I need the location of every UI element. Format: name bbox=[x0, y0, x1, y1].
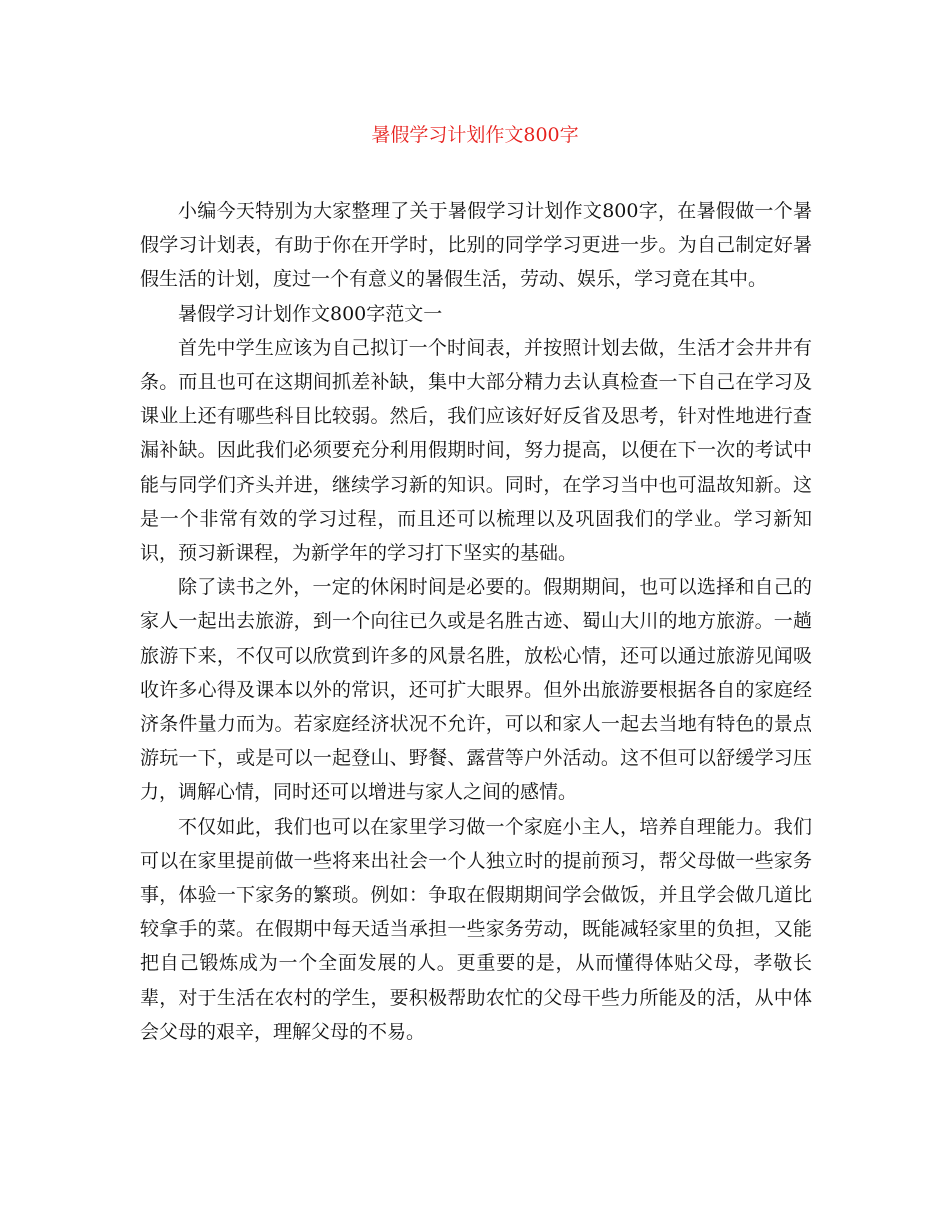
paragraph-housework: 不仅如此，我们也可以在家里学习做一个家庭小主人，培养自理能力。我们可以在家里提前做一些将来出社会一个人独立时的提前预习，帮父母做一些家务事，体验一下家务的繁琐。例如：争取在假期期间学会做饭，并且学会做几道比较拿手的菜。在假期中每天适当承担一些家务劳动，既能减轻家里的负担，又能把自己锻炼成为一个全面发展的人。更重要的是，从而懂得体贴父母，孝敬长辈，对于生活在农村的学生，要积极帮助农忙的父母干些力所能及的活，从中体会父母的艰辛，理解父母的不易。 bbox=[140, 815, 812, 1043]
document-body bbox=[140, 194, 812, 1049]
section-heading: 暑假学习计划作文800字范文一 bbox=[178, 302, 443, 325]
paragraph-intro: 小编今天特别为大家整理了关于暑假学习计划作文800字，在暑假做一个暑假学习计划表，有助于你在开学时，比别的同学学习更进一步。为自己制定好暑假生活的计划，度过一个有意义的暑假生活，劳动、娱乐，学习竟在其中。 bbox=[140, 200, 812, 291]
paragraph-study-plan: 首先中学生应该为自己拟订一个时间表，并按照计划去做，生活才会井井有条。而且也可在这期间抓差补缺，集中大部分精力去认真检查一下自己在学习及课业上还有哪些科目比较弱。然后，我们应该好好反省及思考，针对性地进行查漏补缺。因此我们必须要充分利用假期时间，努力提高，以便在下一次的考试中能与同学们齐头并进，继续学习新的知识。同时，在学习当中也可温故知新。这是一个非常有效的学习过程，而且还可以梳理以及巩固我们的学业。学习新知识，预习新课程，为新学年的学习打下坚实的基础。 bbox=[140, 336, 812, 565]
page-title: 暑假学习计划作文800字 bbox=[371, 124, 579, 146]
paragraph-leisure: 除了读书之外，一定的休闲时间是必要的。假期期间，也可以选择和自己的家人一起出去旅游，到一个向往已久或是名胜古迹、蜀山大川的地方旅游。一趟旅游下来，不仅可以欣赏到许多的风景名胜，放松心情，还可以通过旅游见闻吸收许多心得及课本以外的常识，还可扩大眼界。但外出旅游要根据各自的家庭经济条件量力而为。若家庭经济状况不允许，可以和家人一起去当地有特色的景点游玩一下，或是可以一起登山、野餐、露营等户外活动。这不但可以舒缓学习压力，调解心情，同时还可以增进与家人之间的感情。 bbox=[140, 576, 812, 804]
